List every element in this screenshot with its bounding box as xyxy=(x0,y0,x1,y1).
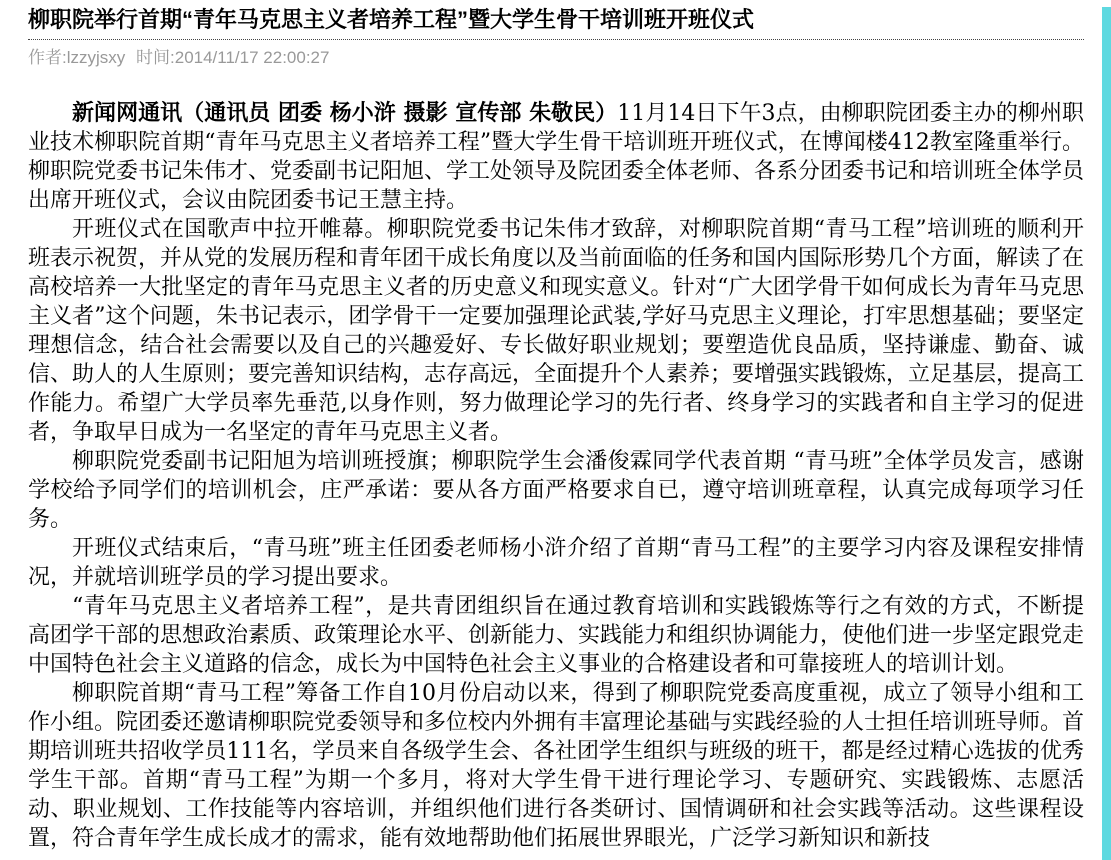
article-meta xyxy=(28,48,1084,68)
article-body xyxy=(28,99,1084,853)
page-title: 柳职院举行首期“青年马克思主义者培养工程”暨大学生骨干培训班开班仪式 xyxy=(28,7,755,32)
meta-time: 时间:2014/11/17 22:00:27 xyxy=(136,48,330,67)
paragraph: “青年马克思主义者培养工程”，是共青团组织旨在通过教育培训和实践锻炼等行之有效的方式，不断提高团学干部的思想政治素质、政策理论水平、创新能力、实践能力和组织协调能力，使他们进一步坚定跟党走中国特色社会主义道路的信念，成长为中国特色社会主义事业的合格建设者和可靠接班人的培训计划。 xyxy=(28,594,1085,677)
title-divider xyxy=(28,39,1084,40)
article-content xyxy=(28,0,1084,853)
meta-author: 作者:lzzyjsxy xyxy=(28,48,126,67)
paragraph: 新闻网通讯（通讯员 团委 杨小浒 摄影 宣传部 朱敬民）11月14日下午3点，由柳职院团委主办的柳州职业技术柳职院首期“青年马克思主义者培养工程”暨大学生骨干培训班开班仪式，在博闻楼412教室隆重举行。柳职院党委书记朱伟才、党委副书记阳旭、学工处领导及院团委全体老师、各系分团委书记和培训班全体学员出席开班仪式，会议由院团委书记王慧主持。 xyxy=(28,100,1085,213)
paragraph: 开班仪式结束后，“青马班”班主任团委老师杨小浒介绍了首期“青马工程”的主要学习内容及课程安排情况，并就培训班学员的学习提出要求。 xyxy=(28,536,1084,590)
paragraph: 柳职院首期“青马工程”筹备工作自10月份启动以来，得到了柳职院党委高度重视，成立了领导小组和工作小组。院团委还邀请柳职院党委领导和多位校内外拥有丰富理论基础与实践经验的人士担任培训班导师。首期培训班共招收学员111名，学员来自各级学生会、各社团学生组织与班级的班干，都是经过精心选拔的优秀学生干部。首期“青马工程”为期一个多月，将对大学生骨干进行理论学习、专题研究、实践锻炼、志愿活动、职业规划、工作技能等内容培训，并组织他们进行各类研讨、国情调研和社会实践等活动。这些课程设置，符合青年学生成长成才的需求，能有效地帮助他们拓展世界眼光，广泛学习新知识和新技 xyxy=(28,681,1085,851)
paragraph: 柳职院党委副书记阳旭为培训班授旗；柳职院学生会潘俊霖同学代表首期 “青马班”全体学员发言，感谢学校给予同学们的培训机会，庄严承诺：要从各方面严格要求自已，遵守培训班章程，认真完成每项学习任务。 xyxy=(28,449,1084,532)
paragraph: 开班仪式在国歌声中拉开帷幕。柳职院党委书记朱伟才致辞，对柳职院首期“青马工程”培训班的顺利开班表示祝贺，并从党的发展历程和青年团干成长角度以及当前面临的任务和国内国际形势几个方面，解读了在高校培养一大批坚定的青年马克思主义者的历史意义和现实意义。针对“广大团学骨干如何成长为青年马克思主义者”这个问题，朱书记表示，团学骨干一定要加强理论武装,学好马克思主义理论，打牢思想基础；要坚定理想信念，结合社会需要以及自己的兴趣爱好、专长做好职业规划；要塑造优良品质，坚持谦虚、勤奋、诚信、助人的人生原则；要完善知识结构，志存高远，全面提升个人素养；要增强实践锻炼，立足基层，提高工作能力。希望广大学员率先垂范,以身作则，努力做理论学习的先行者、终身学习的实践者和自主学习的促进者，争取早日成为一名坚定的青年马克思主义者。 xyxy=(28,217,1085,445)
right-edge-stripe xyxy=(1102,7,1111,860)
paragraph-lead: 新闻网通讯（通讯员 团委 杨小浒 摄影 宣传部 朱敬民） xyxy=(72,100,618,126)
